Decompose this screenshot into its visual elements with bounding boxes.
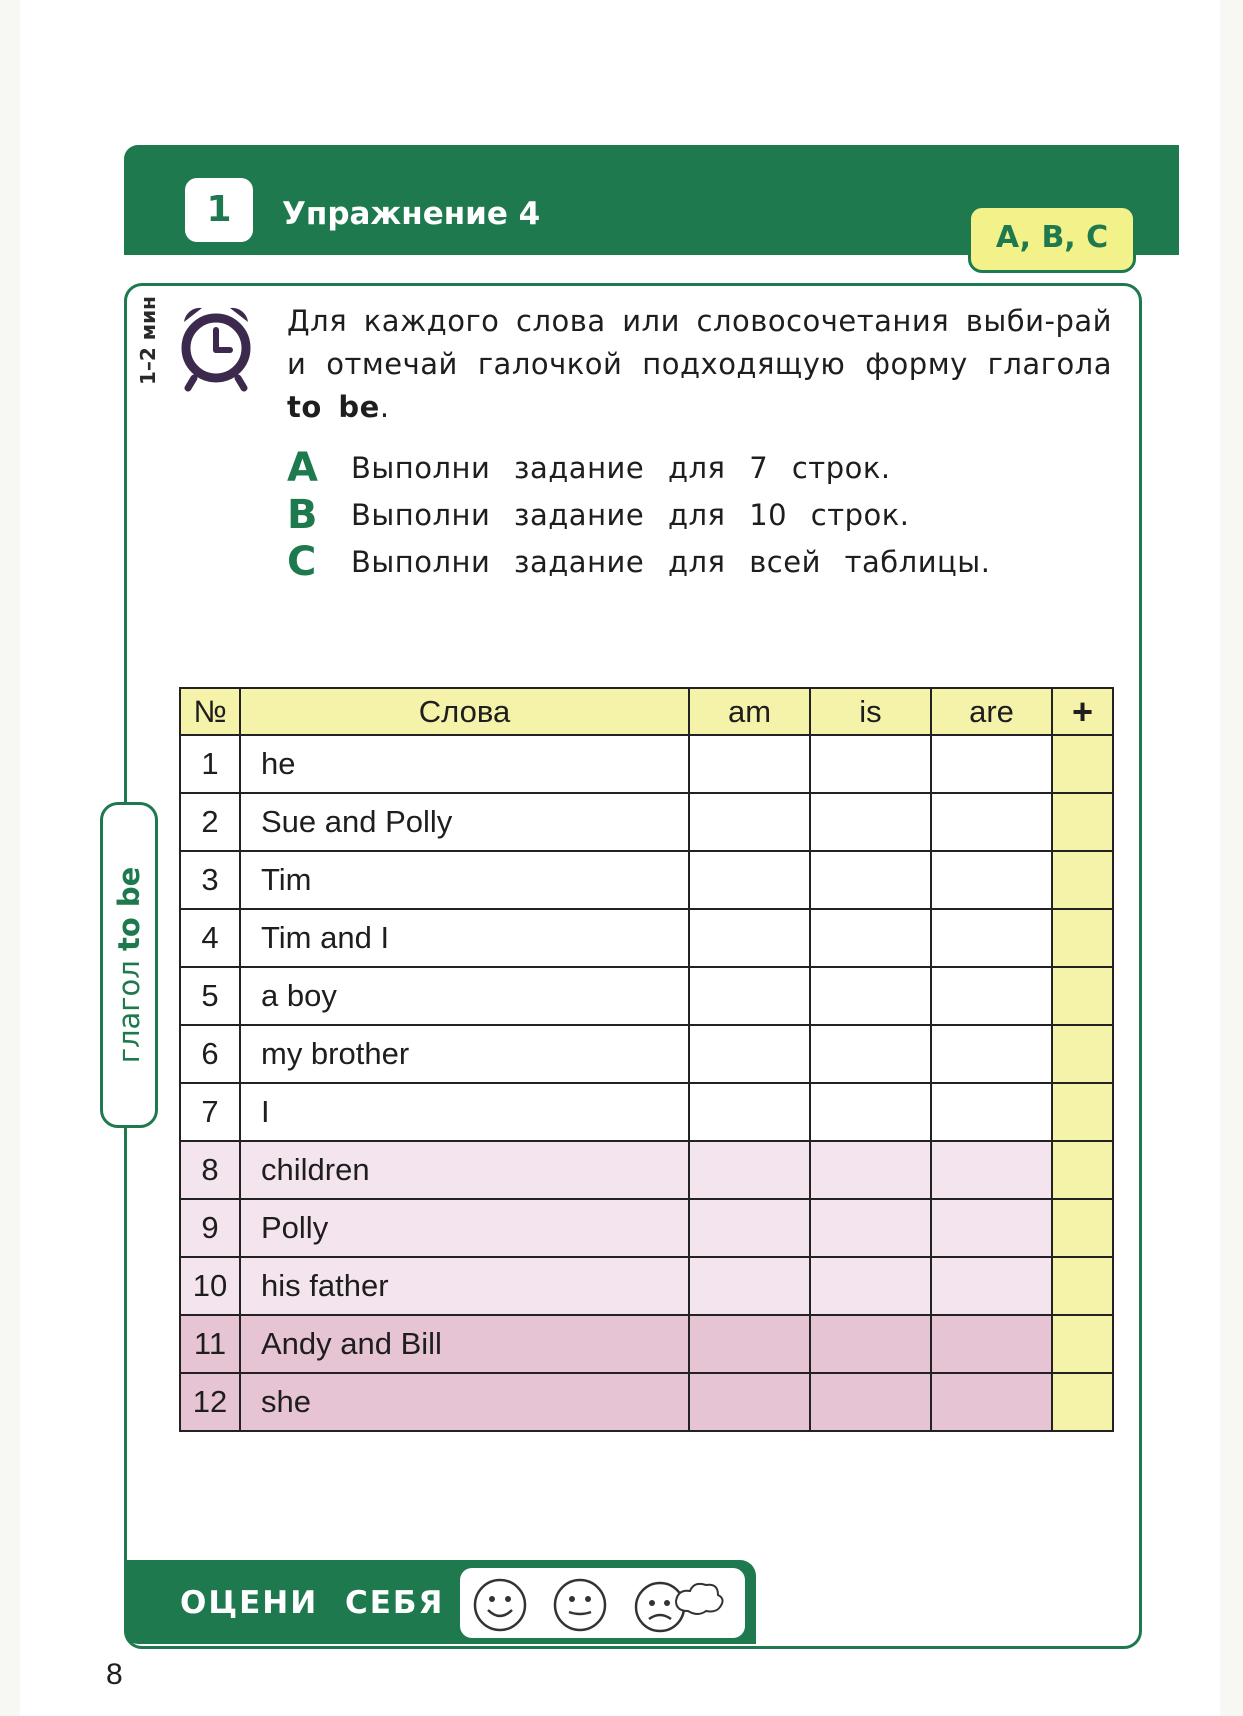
am-checkbox-cell[interactable]	[689, 851, 810, 909]
row-number: 4	[180, 909, 240, 967]
am-checkbox-cell[interactable]	[689, 1315, 810, 1373]
row-number: 5	[180, 967, 240, 1025]
instructions-part1: Для каждого слова или словосочетания выби-рай и отмечай галочкой подходящую форму глагола	[287, 304, 1112, 381]
row-number: 7	[180, 1083, 240, 1141]
topic-verb: to be	[112, 866, 146, 952]
am-checkbox-cell[interactable]	[689, 1083, 810, 1141]
are-checkbox-cell[interactable]	[931, 1141, 1052, 1199]
row-number: 3	[180, 851, 240, 909]
row-number: 12	[180, 1373, 240, 1431]
verb-form-table	[179, 687, 1114, 1432]
sad-face-icon[interactable]	[632, 1577, 728, 1633]
table-header-row	[180, 688, 1113, 735]
are-checkbox-cell[interactable]	[931, 851, 1052, 909]
am-checkbox-cell[interactable]	[689, 1257, 810, 1315]
are-checkbox-cell[interactable]	[931, 1373, 1052, 1431]
are-checkbox-cell[interactable]	[931, 1025, 1052, 1083]
am-checkbox-cell[interactable]	[689, 909, 810, 967]
is-checkbox-cell[interactable]	[810, 1373, 931, 1431]
row-word: Tim and I	[240, 909, 689, 967]
row-word: Polly	[240, 1199, 689, 1257]
is-checkbox-cell[interactable]	[810, 1199, 931, 1257]
score-cell[interactable]	[1052, 851, 1113, 909]
is-checkbox-cell[interactable]	[810, 1315, 931, 1373]
score-cell[interactable]	[1052, 1083, 1113, 1141]
score-cell[interactable]	[1052, 1315, 1113, 1373]
exercise-number: 1	[185, 178, 253, 242]
level-letter: C	[287, 539, 317, 585]
table-row	[180, 1025, 1113, 1083]
are-checkbox-cell[interactable]	[931, 967, 1052, 1025]
are-checkbox-cell[interactable]	[931, 1199, 1052, 1257]
neutral-face-icon[interactable]	[552, 1577, 608, 1633]
table-row	[180, 1141, 1113, 1199]
row-word: a boy	[240, 967, 689, 1025]
is-checkbox-cell[interactable]	[810, 793, 931, 851]
row-number: 10	[180, 1257, 240, 1315]
exercise-title: Упражнение 4	[282, 196, 541, 232]
am-checkbox-cell[interactable]	[689, 967, 810, 1025]
row-word: children	[240, 1141, 689, 1199]
is-checkbox-cell[interactable]	[810, 967, 931, 1025]
score-cell[interactable]	[1052, 967, 1113, 1025]
level-b-row	[287, 492, 910, 538]
score-cell[interactable]	[1052, 1025, 1113, 1083]
am-checkbox-cell[interactable]	[689, 1141, 810, 1199]
row-number: 8	[180, 1141, 240, 1199]
row-word: she	[240, 1373, 689, 1431]
are-checkbox-cell[interactable]	[931, 735, 1052, 793]
level-text: Выполни задание для всей таблицы.	[351, 545, 991, 579]
levels-badge: A, B, C	[968, 205, 1136, 273]
row-word: Sue and Polly	[240, 793, 689, 851]
level-text: Выполни задание для 10 строк.	[351, 498, 910, 532]
alarm-clock-icon	[176, 300, 256, 392]
topic-prefix: глагол	[112, 960, 146, 1064]
col-am-header: am	[689, 688, 810, 735]
is-checkbox-cell[interactable]	[810, 1257, 931, 1315]
am-checkbox-cell[interactable]	[689, 1025, 810, 1083]
table-row	[180, 1083, 1113, 1141]
am-checkbox-cell[interactable]	[689, 735, 810, 793]
is-checkbox-cell[interactable]	[810, 1141, 931, 1199]
row-word: he	[240, 735, 689, 793]
table-row	[180, 793, 1113, 851]
are-checkbox-cell[interactable]	[931, 1083, 1052, 1141]
row-number: 1	[180, 735, 240, 793]
are-checkbox-cell[interactable]	[931, 793, 1052, 851]
instructions-verb: to be	[287, 390, 380, 424]
am-checkbox-cell[interactable]	[689, 1373, 810, 1431]
score-cell[interactable]	[1052, 1373, 1113, 1431]
score-cell[interactable]	[1052, 909, 1113, 967]
time-limit-label	[113, 345, 183, 385]
topic-side-tab-text	[105, 805, 153, 1125]
is-checkbox-cell[interactable]	[810, 909, 931, 967]
row-number: 9	[180, 1199, 240, 1257]
table-row	[180, 909, 1113, 967]
is-checkbox-cell[interactable]	[810, 851, 931, 909]
self-assessment-label: ОЦЕНИ СЕБЯ	[180, 1585, 445, 1621]
row-word: my brother	[240, 1025, 689, 1083]
row-number: 2	[180, 793, 240, 851]
table-row	[180, 1199, 1113, 1257]
score-cell[interactable]	[1052, 1257, 1113, 1315]
table-row	[180, 735, 1113, 793]
row-number: 11	[180, 1315, 240, 1373]
happy-face-icon[interactable]	[472, 1577, 528, 1633]
score-cell[interactable]	[1052, 1199, 1113, 1257]
is-checkbox-cell[interactable]	[810, 1083, 931, 1141]
is-checkbox-cell[interactable]	[810, 1025, 931, 1083]
col-is-header: is	[810, 688, 931, 735]
table-row	[180, 1257, 1113, 1315]
col-plus-header: +	[1052, 688, 1113, 735]
row-word: Tim	[240, 851, 689, 909]
level-text: Выполни задание для 7 строк.	[351, 451, 891, 485]
are-checkbox-cell[interactable]	[931, 909, 1052, 967]
col-are-header: are	[931, 688, 1052, 735]
col-words-header: Слова	[240, 688, 689, 735]
score-cell[interactable]	[1052, 793, 1113, 851]
are-checkbox-cell[interactable]	[931, 1315, 1052, 1373]
col-number-header: №	[180, 688, 240, 735]
table-row	[180, 851, 1113, 909]
level-letter: B	[287, 492, 318, 538]
level-c-row	[287, 539, 990, 585]
row-word: I	[240, 1083, 689, 1141]
instructions-period: .	[379, 390, 390, 424]
row-word: Andy and Bill	[240, 1315, 689, 1373]
page-number: 8	[106, 1658, 123, 1691]
row-word: his father	[240, 1257, 689, 1315]
score-cell[interactable]	[1052, 1141, 1113, 1199]
table-row	[180, 1315, 1113, 1373]
is-checkbox-cell[interactable]	[810, 735, 931, 793]
am-checkbox-cell[interactable]	[689, 1199, 810, 1257]
table-row	[180, 1373, 1113, 1431]
topic-side-tab	[100, 802, 158, 1128]
am-checkbox-cell[interactable]	[689, 793, 810, 851]
row-number: 6	[180, 1025, 240, 1083]
instructions-text	[287, 300, 1112, 429]
level-letter: A	[287, 445, 319, 491]
table-row	[180, 967, 1113, 1025]
are-checkbox-cell[interactable]	[931, 1257, 1052, 1315]
level-a-row	[287, 445, 891, 491]
score-cell[interactable]	[1052, 735, 1113, 793]
